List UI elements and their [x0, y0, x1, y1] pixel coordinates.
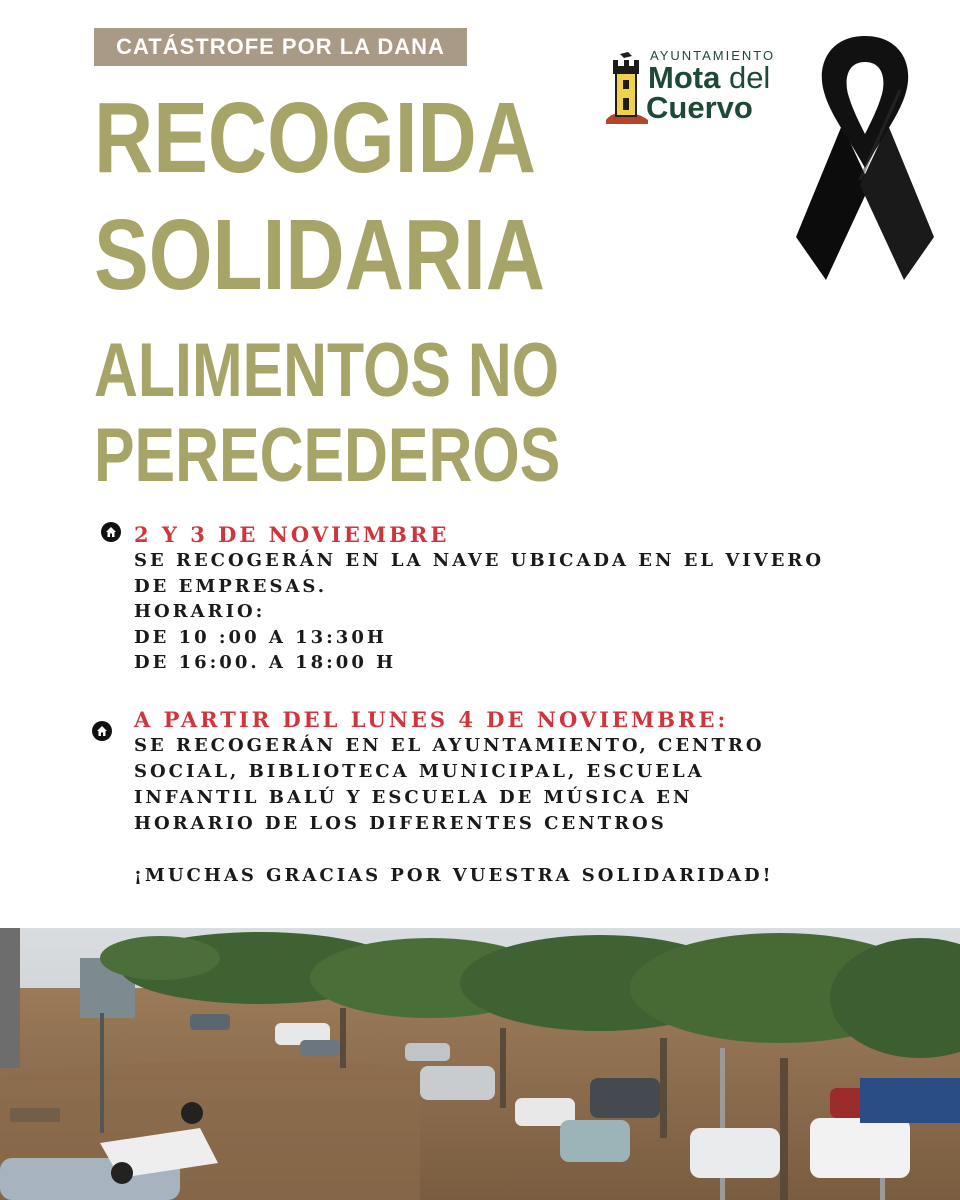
- category-tag: CATÁSTROFE POR LA DANA: [94, 28, 467, 66]
- collection-section-2: [134, 707, 774, 889]
- home-icon: [101, 522, 121, 542]
- section-1-line: DE 16:00. A 18:00 H: [134, 652, 397, 673]
- logo-name-line-2: Cuervo: [646, 90, 753, 125]
- section-1-line: DE EMPRESAS.: [134, 575, 328, 597]
- home-icon: [92, 721, 112, 741]
- headline-line-2: SOLIDARIA: [94, 199, 545, 311]
- logo-org-label: AYUNTAMIENTO: [650, 48, 776, 63]
- headline-line-1: RECOGIDA: [94, 82, 536, 194]
- section-2-line: SOCIAL, BIBLIOTECA MUNICIPAL, ESCUELA: [134, 761, 705, 782]
- logo-name-line-1: Mota del: [648, 60, 771, 95]
- section-2-line: HORARIO DE LOS DIFERENTES CENTROS: [134, 813, 667, 834]
- thank-you-message: ¡MUCHAS GRACIAS POR VUESTRA SOLIDARIDAD!: [134, 865, 774, 886]
- subheadline-line-1: ALIMENTOS NO: [94, 328, 560, 413]
- section-1-line: DE 10 :00 A 13:30H: [134, 626, 387, 648]
- section-1-line: SE RECOGERÁN EN LA NAVE UBICADA EN EL VIVERO: [134, 550, 825, 571]
- section-2-heading: A PARTIR DEL LUNES 4 DE NOVIEMBRE:: [134, 707, 729, 732]
- section-1-line: HORARIO:: [134, 601, 266, 622]
- collection-section-1: [134, 522, 824, 676]
- section-2-line: INFANTIL BALÚ Y ESCUELA DE MÚSICA EN: [134, 787, 693, 808]
- section-1-heading: 2 Y 3 DE NOVIEMBRE: [134, 522, 450, 547]
- section-2-line: SE RECOGERÁN EN EL AYUNTAMIENTO, CENTRO: [134, 735, 765, 756]
- flood-photo: [0, 928, 960, 1200]
- subheadline-line-2: PERECEDEROS: [94, 413, 561, 498]
- ayuntamiento-logo: [604, 48, 784, 128]
- tower-icon: [604, 50, 650, 124]
- black-ribbon-icon: [790, 30, 940, 285]
